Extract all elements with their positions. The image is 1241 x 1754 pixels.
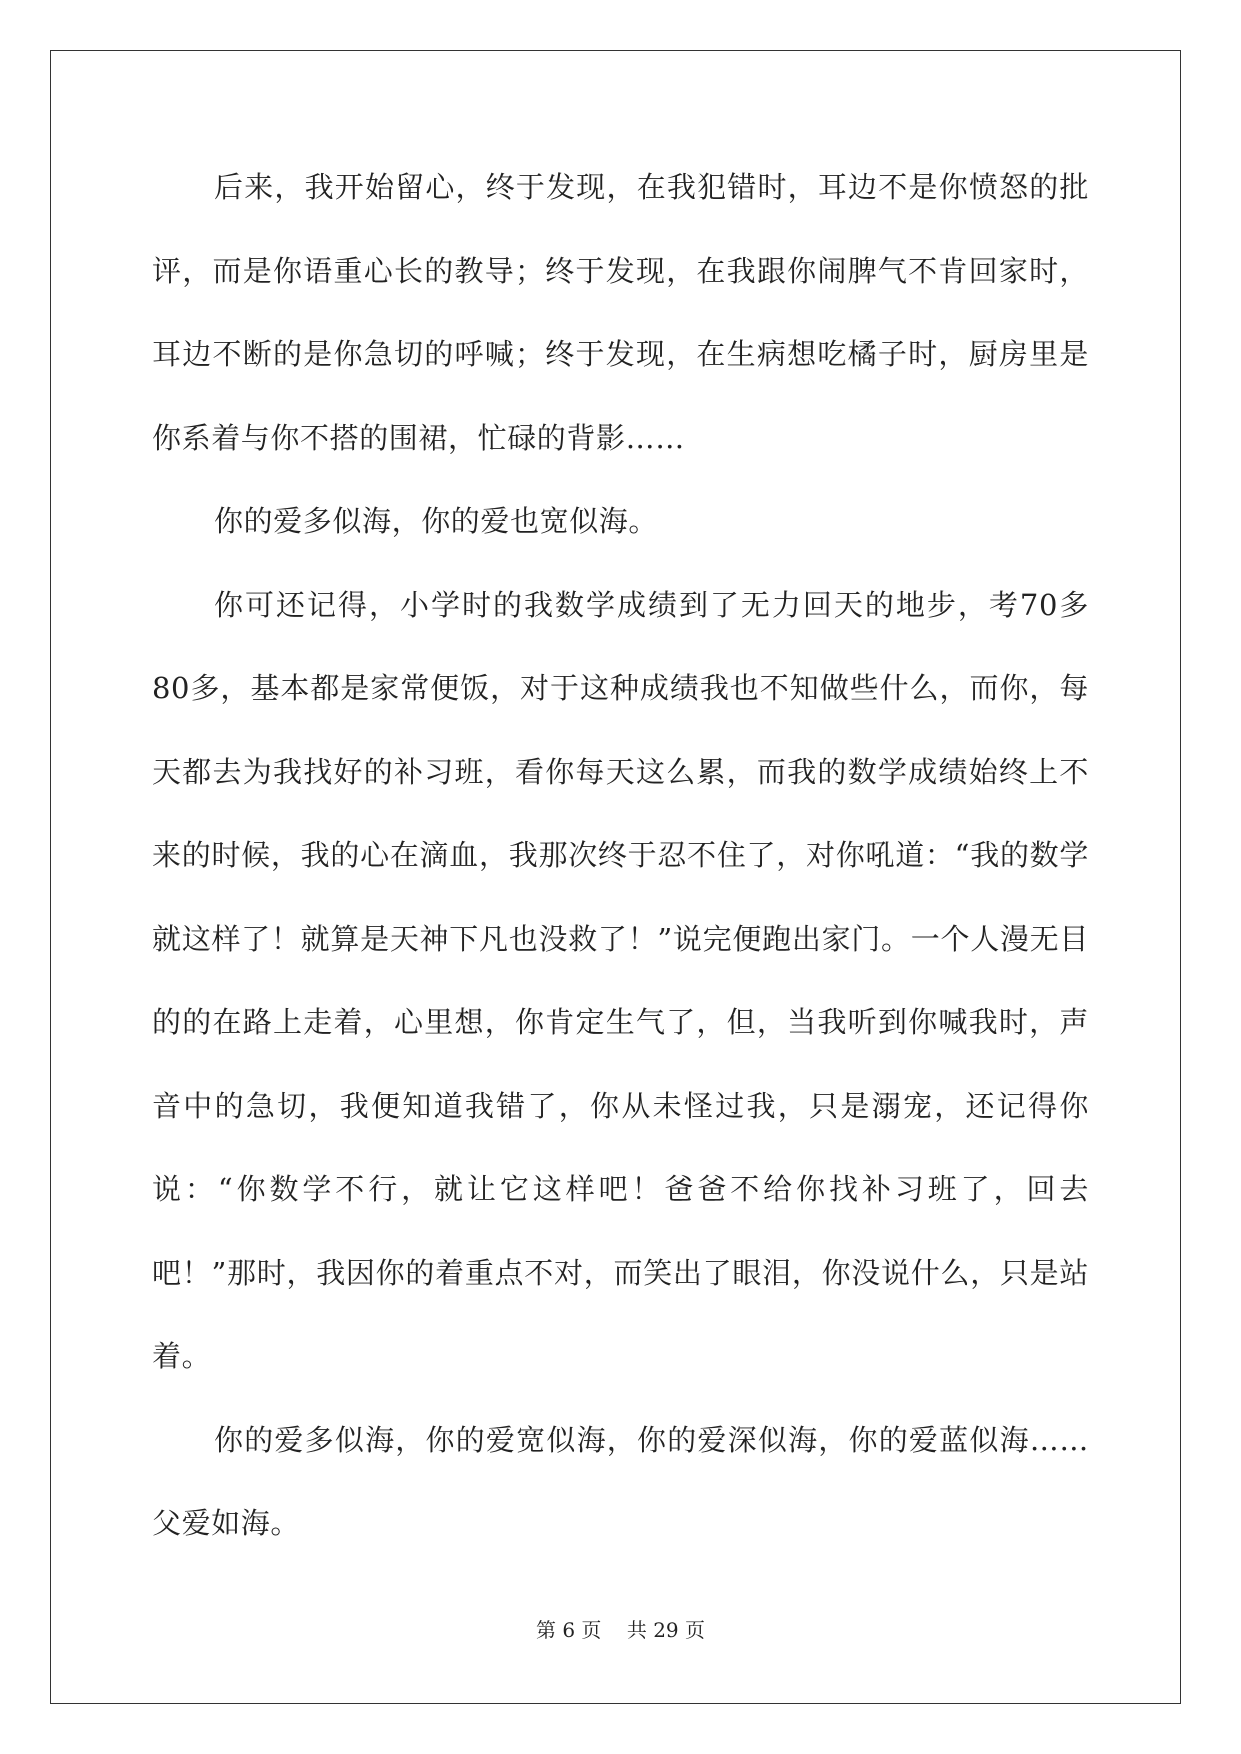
paragraph-1: 后来，我开始留心，终于发现，在我犯错时，耳边不是你愤怒的批评，而是你语重心长的教导；终于发现，在我跟你闹脾气不肯回家时，耳边不断的是你急切的呼喊；终于发现，在生病想吃橘子时，厨房里是你系着与你不搭的围裙，忙碌的背影…… — [152, 170, 1089, 455]
paragraph-2: 你的爱多似海，你的爱也宽似海。 — [214, 504, 659, 538]
paragraph-4: 你的爱多似海，你的爱宽似海，你的爱深似海，你的爱蓝似海……父爱如海。 — [152, 1422, 1089, 1540]
page-number-footer: 第 6 页 共 29 页 — [535, 1618, 706, 1642]
document-body — [152, 146, 1089, 1566]
paragraph-3: 你可还记得，小学时的我数学成绩到了无力回天的地步，考70多80多，基本都是家常便饭，对于这种成绩我也不知做些什么，而你，每天都去为我找好的补习班，看你每天这么累，而我的数学成绩始终上不来的时候，我的心在滴血，我那次终于忍不住了，对你吼道：“我的数学就这样了！就算是天神下凡也没救了！”说完便跑出家门。一个人漫无目的的在路上走着，心里想，你肯定生气了，但，当我听到你喊我时，声音中的急切，我便知道我错了，你从未怪过我，只是溺宠，还记得你说：“你数学不行，就让它这样吧！爸爸不给你找补习班了，回去吧！”那时，我因你的着重点不对，而笑出了眼泪，你没说什么，只是站着。 — [152, 587, 1089, 1373]
